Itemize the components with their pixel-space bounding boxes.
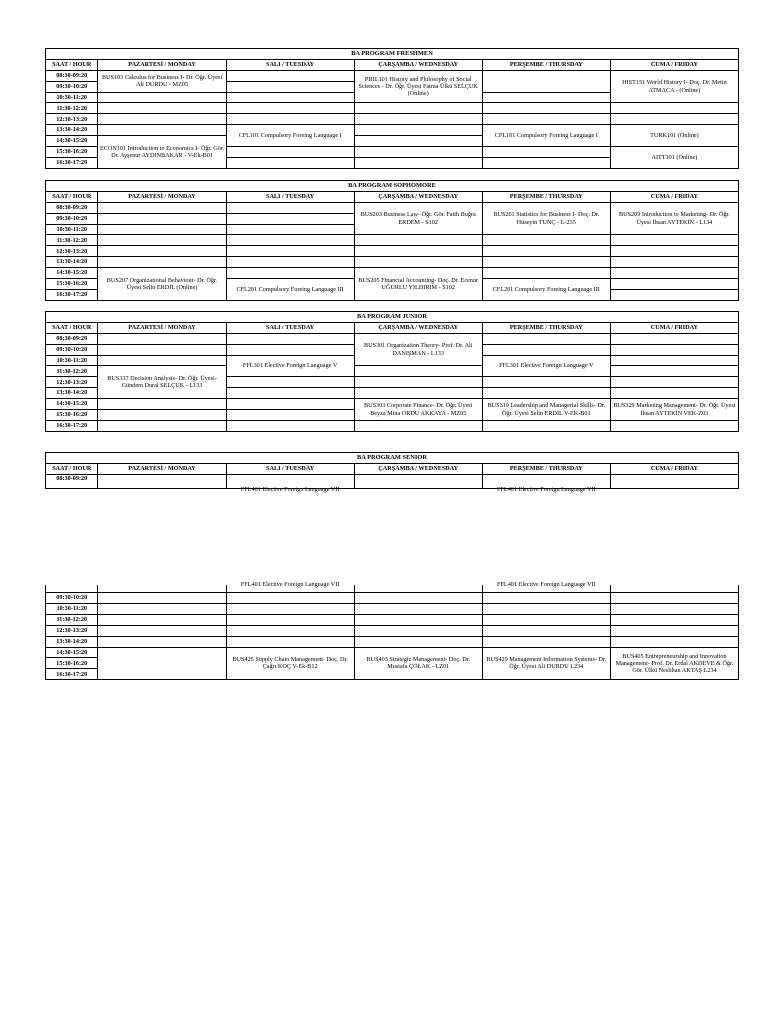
course-cell: CFL201 Compulsory Foreing Language III xyxy=(226,279,354,301)
empty-cell xyxy=(226,399,354,410)
empty-cell xyxy=(354,474,482,488)
header-friday: CUMA / FRIDAY xyxy=(610,59,738,70)
course-cell: BUS329 Marketing Management- Dr. Öğr. Üyesi İhsan AYTEKİN VEK-Z03 xyxy=(610,399,738,421)
course-cell: PHIL101 History and Philosophy of Social Sciences - Dr. Öğr. Üyesi Fatma Ülkü SELÇUK (Online) xyxy=(354,70,482,103)
time-slot: 09:30-10:20 xyxy=(46,81,98,92)
time-slot: 11:30-12:20 xyxy=(46,103,98,114)
time-slot: 16:30-17:20 xyxy=(46,289,98,300)
course-cell: BUS303 Corporate Finance- Dr. Öğr. Üyesi Beyza Mina ORDU AKKAYA - MZ05 xyxy=(354,399,482,421)
course-cell: AITT101 (Online) xyxy=(610,147,738,169)
time-slot: 12:30-13:20 xyxy=(46,377,98,388)
course-cell: BUS319 Leadership and Managerial Skills- Dr. Öğr. Üyesi Selin ERDİL V-EK-B01 xyxy=(482,399,610,421)
empty-cell xyxy=(482,70,610,92)
empty-cell xyxy=(354,388,482,399)
sophomore-title: BA PROGRAM SOPHOMORE xyxy=(46,181,739,192)
empty-cell xyxy=(226,268,354,279)
empty-cell xyxy=(354,614,482,625)
course-cell: FFL301 Elective Foreign Language V xyxy=(482,355,610,377)
empty-cell xyxy=(354,157,482,168)
empty-cell xyxy=(226,235,354,246)
empty-cell xyxy=(98,125,226,136)
course-cell: BUS301 Organization Theory- Prof. Dr. Ali DANIŞMAN - L133 xyxy=(354,333,482,366)
course-cell: BUS203 Business Law- Öğr. Gör. Fatih Buğra ERDEM - S102 xyxy=(354,202,482,235)
empty-cell xyxy=(610,420,738,431)
empty-cell xyxy=(354,585,482,593)
empty-cell xyxy=(482,157,610,168)
header-hour: SAAT / HOUR xyxy=(46,59,98,70)
empty-cell xyxy=(482,92,610,103)
header-monday: PAZARTESİ / MONDAY xyxy=(98,463,226,474)
header-thursday: PERŞEMBE / THURSDAY xyxy=(482,191,610,202)
empty-cell xyxy=(98,399,226,410)
empty-cell xyxy=(610,257,738,268)
empty-cell xyxy=(98,636,226,647)
header-wednesday: ÇARŞAMBA / WEDNESDAY xyxy=(354,322,482,333)
empty-cell xyxy=(98,224,226,235)
empty-cell xyxy=(354,636,482,647)
junior-title: BA PROGRAM JUNIOR xyxy=(46,312,739,323)
header-wednesday: ÇARŞAMBA / WEDNESDAY xyxy=(354,59,482,70)
time-slot: 10:30-11:20 xyxy=(46,92,98,103)
header-thursday: PERŞEMBE / THURSDAY xyxy=(482,463,610,474)
header-wednesday: ÇARŞAMBA / WEDNESDAY xyxy=(354,191,482,202)
empty-cell xyxy=(226,420,354,431)
time-slot: 08:30-09:20 xyxy=(46,333,98,344)
empty-cell xyxy=(226,147,354,158)
empty-cell xyxy=(226,604,354,615)
empty-cell xyxy=(482,114,610,125)
empty-cell xyxy=(354,246,482,257)
course-cell: BUS201 Statistics for Business I- Doç. Dr. Hüseyin TUNÇ - L-235 xyxy=(482,202,610,235)
empty-cell xyxy=(98,92,226,103)
sophomore-schedule-table xyxy=(45,180,739,301)
empty-cell xyxy=(482,268,610,279)
empty-cell xyxy=(610,103,738,114)
empty-cell xyxy=(610,114,738,125)
empty-cell xyxy=(610,625,738,636)
header-friday: CUMA / FRIDAY xyxy=(610,191,738,202)
empty-cell xyxy=(98,585,226,593)
time-slot: 14:30-15:20 xyxy=(46,136,98,147)
freshmen-schedule-table xyxy=(45,48,739,169)
empty-cell xyxy=(98,410,226,421)
empty-cell xyxy=(98,213,226,224)
course-cell: BUS429 Management Information Systems- Dr. Öğr. Üyesi Ali DURDU L234 xyxy=(482,647,610,680)
time-slot: 11:30-12:20 xyxy=(46,235,98,246)
empty-cell xyxy=(610,279,738,290)
header-friday: CUMA / FRIDAY xyxy=(610,322,738,333)
senior-bottom-clip xyxy=(0,581,768,687)
empty-cell xyxy=(226,410,354,421)
time-slot: 10:30-11:20 xyxy=(46,604,98,615)
empty-cell xyxy=(98,202,226,213)
empty-cell xyxy=(482,593,610,604)
empty-cell xyxy=(610,366,738,377)
empty-cell xyxy=(98,625,226,636)
course-cell: BUS337 Decision Analysis- Dr. Öğr. Üyesi- Gündem Dural SELÇUK - L133 xyxy=(98,366,226,399)
time-slot: 12:30-13:20 xyxy=(46,114,98,125)
time-slot: 15:30-16:20 xyxy=(46,147,98,158)
time-slot: 09:30-10:20 xyxy=(46,593,98,604)
header-hour: SAAT / HOUR xyxy=(46,191,98,202)
time-slot: 15:30-16:20 xyxy=(46,279,98,290)
empty-cell xyxy=(98,604,226,615)
header-monday: PAZARTESİ / MONDAY xyxy=(98,322,226,333)
empty-cell xyxy=(98,420,226,431)
header-wednesday: ÇARŞAMBA / WEDNESDAY xyxy=(354,463,482,474)
empty-cell xyxy=(98,474,226,488)
empty-cell xyxy=(482,246,610,257)
empty-cell xyxy=(610,614,738,625)
time-slot: 09:30-10:20 xyxy=(46,213,98,224)
time-slot: 09:30-10:20 xyxy=(46,344,98,355)
empty-cell xyxy=(354,136,482,147)
course-cell xyxy=(226,474,354,493)
header-tuesday: SALI / TUESDAY xyxy=(226,59,354,70)
empty-cell xyxy=(226,224,354,235)
empty-cell xyxy=(354,366,482,377)
empty-cell xyxy=(482,235,610,246)
header-tuesday: SALI / TUESDAY xyxy=(226,322,354,333)
course-text-ffl401-thu: FFL401 Elective Foreign Language VII xyxy=(497,581,596,588)
empty-cell xyxy=(482,636,610,647)
empty-cell xyxy=(226,257,354,268)
empty-cell xyxy=(354,593,482,604)
empty-cell xyxy=(610,388,738,399)
empty-cell xyxy=(98,235,226,246)
time-slot: 08:30-09:20 xyxy=(46,70,98,81)
empty-cell xyxy=(98,614,226,625)
empty-cell xyxy=(482,604,610,615)
header-friday: CUMA / FRIDAY xyxy=(610,463,738,474)
empty-cell xyxy=(354,604,482,615)
empty-cell xyxy=(98,333,226,344)
course-text-ffl401-thu: FFL401 Elective Foreign Language VII xyxy=(497,485,596,493)
empty-cell xyxy=(610,289,738,300)
time-slot: 14:30-15:20 xyxy=(46,399,98,410)
course-cell: BUS403 Strategic Management- Doç. Dr. Mustafa ÇOLAK - LZ01 xyxy=(354,647,482,680)
empty-cell xyxy=(610,235,738,246)
course-cell: BUS207 Organizational Behaviour- Dr. Öğr. Üyesi Selin ERDİL (Online) xyxy=(98,268,226,301)
course-cell: FFL301 Elective Foreign Language V xyxy=(226,355,354,377)
empty-cell xyxy=(46,585,98,593)
empty-cell xyxy=(226,388,354,399)
empty-cell xyxy=(354,125,482,136)
empty-cell xyxy=(482,388,610,399)
empty-cell xyxy=(226,333,354,344)
time-slot: 13:30-14:20 xyxy=(46,636,98,647)
header-hour: SAAT / HOUR xyxy=(46,322,98,333)
course-cell: BUS209 Introduction to Marketing- Dr. Öğr. Üyesi İhsan AYTEKİN - L134 xyxy=(610,202,738,235)
header-monday: PAZARTESİ / MONDAY xyxy=(98,59,226,70)
time-slot: 14:30-15:20 xyxy=(46,647,98,658)
empty-cell xyxy=(354,147,482,158)
senior-title: BA PROGRAM SENIOR xyxy=(46,453,739,464)
time-slot: 10:30-11:20 xyxy=(46,355,98,366)
empty-cell xyxy=(354,235,482,246)
empty-cell xyxy=(482,625,610,636)
empty-cell xyxy=(482,614,610,625)
empty-cell xyxy=(354,103,482,114)
empty-cell xyxy=(354,420,482,431)
course-cell xyxy=(482,474,610,493)
course-cell: HIST151 World History I- Doç. Dr. Metin ATMACA - (Online) xyxy=(610,70,738,103)
empty-cell xyxy=(610,333,738,344)
empty-cell xyxy=(226,202,354,213)
empty-cell xyxy=(482,420,610,431)
course-cell: CFL201 Compulsory Foreing Language III xyxy=(482,279,610,301)
empty-cell xyxy=(226,593,354,604)
empty-cell xyxy=(98,593,226,604)
course-text-ffl401-tue: FFL401 Elective Foreign Language VII xyxy=(240,581,340,588)
empty-cell xyxy=(226,636,354,647)
time-slot: 10:30-11:20 xyxy=(46,224,98,235)
time-slot: 12:30-13:20 xyxy=(46,625,98,636)
empty-cell xyxy=(482,257,610,268)
time-slot: 16:30-17:20 xyxy=(46,157,98,168)
time-slot: 15:30-16:20 xyxy=(46,410,98,421)
course-cell: BUS103 Calculus for Business I- Dr. Öğr. Üyesi Ali DURDU - MZ05 xyxy=(98,70,226,92)
header-tuesday: SALI / TUESDAY xyxy=(226,463,354,474)
course-cell: ECON101 Introduction to Economics I- Öğr. Gör. Dr. Ayşenur AYDINBAKAR - V-Ek-B01 xyxy=(98,136,226,169)
empty-cell xyxy=(98,355,226,366)
empty-cell xyxy=(226,103,354,114)
header-thursday: PERŞEMBE / THURSDAY xyxy=(482,322,610,333)
course-text-ffl401-tue: FFL401 Elective Foreign Language VII xyxy=(240,485,340,493)
time-slot: 13:30-14:20 xyxy=(46,388,98,399)
empty-cell xyxy=(226,81,354,92)
empty-cell xyxy=(226,213,354,224)
senior-top-clip xyxy=(0,452,768,493)
header-monday: PAZARTESİ / MONDAY xyxy=(98,191,226,202)
time-slot: 13:30-14:20 xyxy=(46,125,98,136)
empty-cell xyxy=(610,246,738,257)
course-cell: BUS405 Entrepreneurship and Innovation Management- Prof. Dr. Erdal AKDEVE & Öğr. Gör. Ülkü Neslihan AKTAŞ L234 xyxy=(610,647,738,680)
time-slot: 08:30-09:20 xyxy=(46,474,98,488)
empty-cell xyxy=(610,377,738,388)
empty-cell xyxy=(98,103,226,114)
empty-cell xyxy=(610,474,738,488)
empty-cell xyxy=(482,377,610,388)
empty-cell xyxy=(482,147,610,158)
junior-schedule-table xyxy=(45,311,739,432)
empty-cell xyxy=(98,114,226,125)
empty-cell xyxy=(354,377,482,388)
time-slot: 15:30-16:20 xyxy=(46,658,98,669)
empty-cell xyxy=(226,157,354,168)
empty-cell xyxy=(98,647,226,680)
empty-cell xyxy=(482,333,610,344)
time-slot: 14:30-15:20 xyxy=(46,268,98,279)
empty-cell xyxy=(354,625,482,636)
empty-cell xyxy=(354,114,482,125)
empty-cell xyxy=(226,614,354,625)
empty-cell xyxy=(610,593,738,604)
time-slot: 16:30-17:20 xyxy=(46,420,98,431)
empty-cell xyxy=(226,114,354,125)
time-slot: 12:30-13:20 xyxy=(46,246,98,257)
course-cell: BUS425 Supply Chain Management- Doç. Dr. Çağrı KOÇ V-Ek-B12 xyxy=(226,647,354,680)
senior-schedule-table-bottom xyxy=(45,581,739,680)
time-slot: 11:30-12:20 xyxy=(46,366,98,377)
course-cell xyxy=(226,581,354,593)
course-cell: TURK101 (Online) xyxy=(610,125,738,147)
time-slot: 11:30-12:20 xyxy=(46,614,98,625)
header-tuesday: SALI / TUESDAY xyxy=(226,191,354,202)
empty-cell xyxy=(226,344,354,355)
senior-schedule-table-top xyxy=(45,452,739,493)
empty-cell xyxy=(226,92,354,103)
empty-cell xyxy=(482,103,610,114)
course-cell: BUS205 Financial Accounting- Doç. Dr. Ecenur UĞURLU YILDIRIM - S102 xyxy=(354,268,482,301)
empty-cell xyxy=(610,604,738,615)
empty-cell xyxy=(610,268,738,279)
course-cell xyxy=(482,581,610,593)
course-cell: CFL101 Compulsory Foreing Language I xyxy=(226,125,354,147)
header-hour: SAAT / HOUR xyxy=(46,463,98,474)
empty-cell xyxy=(98,344,226,355)
empty-cell xyxy=(226,70,354,81)
course-cell: CFL101 Compulsory Foreing Language I xyxy=(482,125,610,147)
empty-cell xyxy=(482,344,610,355)
empty-cell xyxy=(98,246,226,257)
empty-cell xyxy=(610,585,738,593)
freshmen-title: BA PROGRAM FRESHMEN xyxy=(46,49,739,60)
empty-cell xyxy=(226,625,354,636)
empty-cell xyxy=(226,377,354,388)
empty-cell xyxy=(226,246,354,257)
empty-cell xyxy=(354,257,482,268)
time-slot: 08:30-09:20 xyxy=(46,202,98,213)
empty-cell xyxy=(610,636,738,647)
empty-cell xyxy=(98,257,226,268)
time-slot: 16:30-17:20 xyxy=(46,669,98,680)
empty-cell xyxy=(610,355,738,366)
header-thursday: PERŞEMBE / THURSDAY xyxy=(482,59,610,70)
empty-cell xyxy=(610,344,738,355)
time-slot: 13:30-14:20 xyxy=(46,257,98,268)
